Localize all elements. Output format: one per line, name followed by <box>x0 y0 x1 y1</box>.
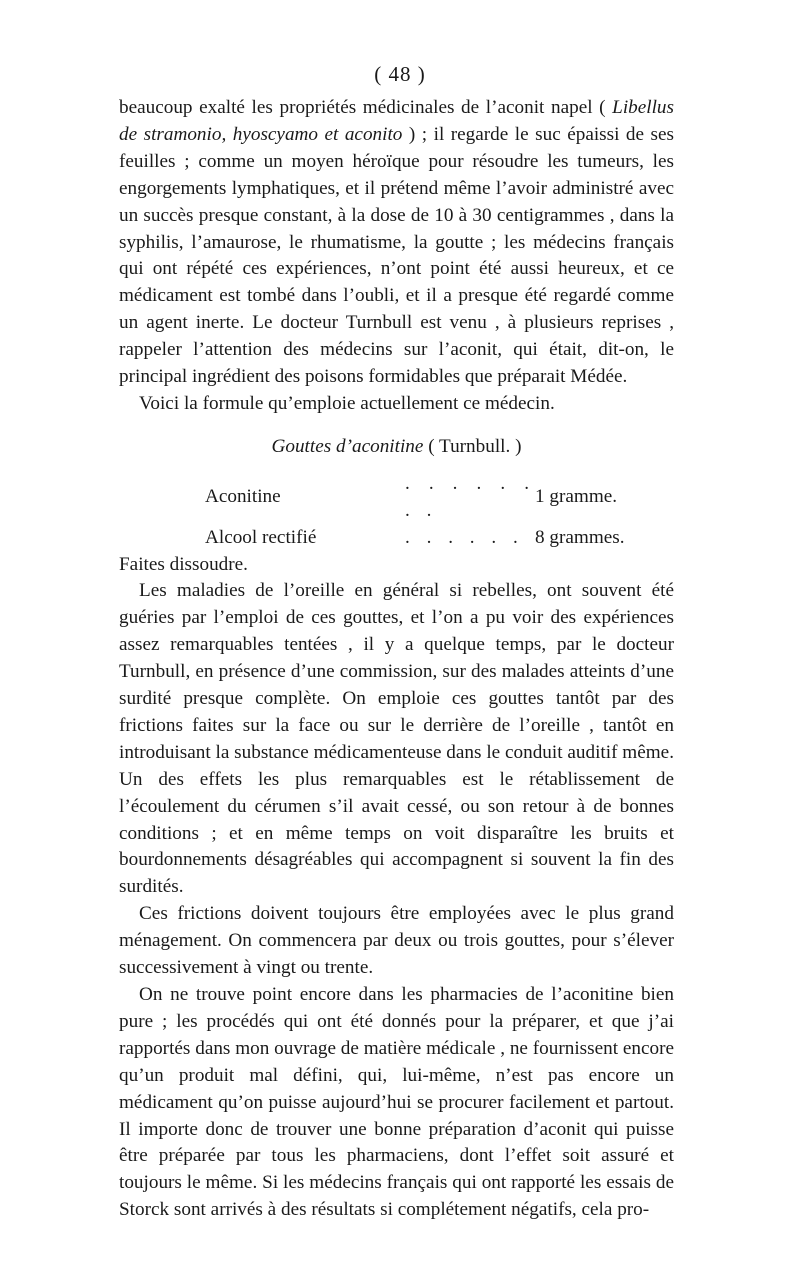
recipe-title <box>119 434 674 461</box>
text-run: Voici la formule qu’emploie actuellement ce médecin. <box>139 392 555 414</box>
body-text <box>119 95 674 1224</box>
recipe-row <box>119 525 674 552</box>
page-number: ( 48 ) <box>374 62 426 86</box>
recipe-row <box>119 471 674 525</box>
recipe-title-author: ( Turnbull. ) <box>423 435 522 457</box>
italic-text: Libellus de stramonio, hyoscyamo et aconito <box>119 97 674 145</box>
text-run: Les maladies de l’oreille en général si rebelles, ont souvent été guéries par l’emploi de ces gouttes, et l’on a pu voir des expériences assez remarquables tentées , il y a quelque temps, par le docteur Turnbull, en présence d’une commission, sur des malades atteints d’une surdité presque complète. On emploie ces gouttes tantôt par des frictions faites sur la face ou sur le derrière de l’oreille , tantôt en introduisant la substance médicamenteuse dans le conduit auditif même. Un des effets les plus remarquables est le rétablissement de l’écoulement du cérumen s’il avait cessé, ou son retour à de bonnes conditions ; et en même temps on voit disparaître les bruits et bourdonnements désagréables qui accompagnent si souvent la fin des surdités. <box>119 580 674 898</box>
text-run: Ces frictions doivent toujours être employées avec le plus grand ménagement. On commencera par deux ou trois gouttes, pour s’élever successivement à vingt ou trente. <box>119 903 674 979</box>
recipe-title-italic: Gouttes d’aconitine <box>271 435 424 457</box>
ingredient-quantity: 8 grammes. <box>535 526 625 548</box>
recipe-instruction: Faites dissoudre. <box>119 553 248 575</box>
ingredient-quantity: 1 gramme. <box>535 486 618 508</box>
leader-dots: . . . . . . <box>405 526 524 548</box>
paragraph-p2 <box>119 391 674 418</box>
paragraphs-top <box>119 95 674 418</box>
paragraph-p5 <box>119 982 674 1224</box>
paragraphs-bottom <box>119 578 674 1224</box>
text-run: beaucoup exalté les propriétés médicinales de l’aconit napel ( <box>119 97 613 118</box>
leader-dots: . . . . . . . . <box>405 472 535 521</box>
paragraph-p3 <box>119 578 674 901</box>
recipe-table <box>119 471 674 552</box>
text-run: On ne trouve point encore dans les pharmacies de l’aconitine bien pure ; les procédés qui ont été donnés pour la préparer, et que j’ai rapportés dans mon ouvrage de matière médicale , ne fournissent encore qu’un produit mal défini, qui, lui-même, n’est pas encore un médicament qu’on puisse aujourd’hui se procurer facilement et partout. Il importe donc de trouver une bonne préparation d’aconit qui puisse être préparée par tous les pharmaciens, dont l’effet soit assuré et toujours le même. Si les médecins français qui ont rapporté les essais de Storck sont arrivés à des résultats si complétement négatifs, cela pro- <box>119 984 674 1221</box>
paragraph-p4 <box>119 901 674 982</box>
ingredient-name: Aconitine <box>205 486 281 508</box>
text-run: ) ; il regarde le suc épaissi de ses feuilles ; comme un moyen héroïque pour résoudre les tumeurs, les engorgements lymphatiques, et il prétend même l’avoir administré avec un succès presque constant, à la dose de 10 à 30 centigrammes , dans la syphilis, l’amaurose, le rhumatisme, la goutte ; les médecins français qui ont répété ces expériences, n’ont point été aussi heureux, et ce médicament est tombé dans l’oubli, et il a presque été regardé comme un agent inerte. Le docteur Turnbull est venu , à plusieurs reprises , rappeler l’attention des médecins sur l’aconit, qui était, dit-on, le principal ingrédient des poisons formidables que préparait Médée. <box>119 123 674 388</box>
ingredient-name: Alcool rectifié <box>205 526 317 548</box>
paragraph-p1 <box>119 95 674 391</box>
